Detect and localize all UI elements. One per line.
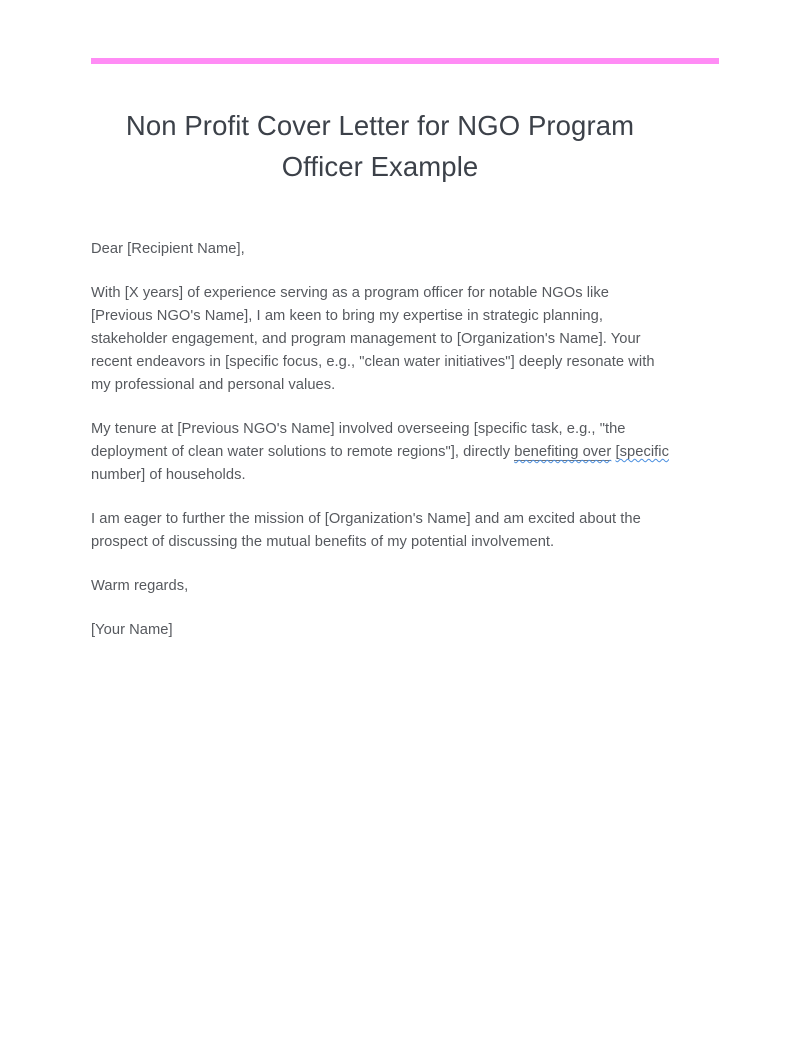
sign-off: Warm regards, [91, 578, 189, 594]
paragraph-closing: I am eager to further the mission of [Organization's Name] and am excited about the prospect of discussing the mutual benefits of my potential involvement. [91, 511, 641, 550]
signature-name: [Your Name] [91, 622, 173, 638]
letter-body [91, 187, 669, 642]
page-title: Non Profit Cover Letter for NGO Program Officer Example [125, 110, 635, 182]
spelling-suggestion-text[interactable]: [specific [615, 444, 669, 460]
document-content [91, 0, 719, 642]
grammar-suggestion-text[interactable]: benefiting over [514, 444, 612, 460]
paragraph-experience [91, 418, 669, 487]
paragraph-intro: With [X years] of experience serving as a program officer for notable NGOs like [Previous NGO's Name], I am keen to bring my expertise in strategic planning, stakeholder engagement, and program management to [Organization's Name]. Your recent endeavors in [specific focus, e.g., "clean water initiatives"] deeply resonate with my professional and personal values. [91, 285, 655, 393]
paragraph-experience-tail: number] of households. [91, 467, 246, 483]
paragraph-experience-lead: My tenure at [Previous NGO's Name] involved overseeing [specific task, e.g., "the deployment of clean water solutions to remote regions"], directly [91, 421, 626, 460]
salutation: Dear [Recipient Name], [91, 241, 245, 257]
